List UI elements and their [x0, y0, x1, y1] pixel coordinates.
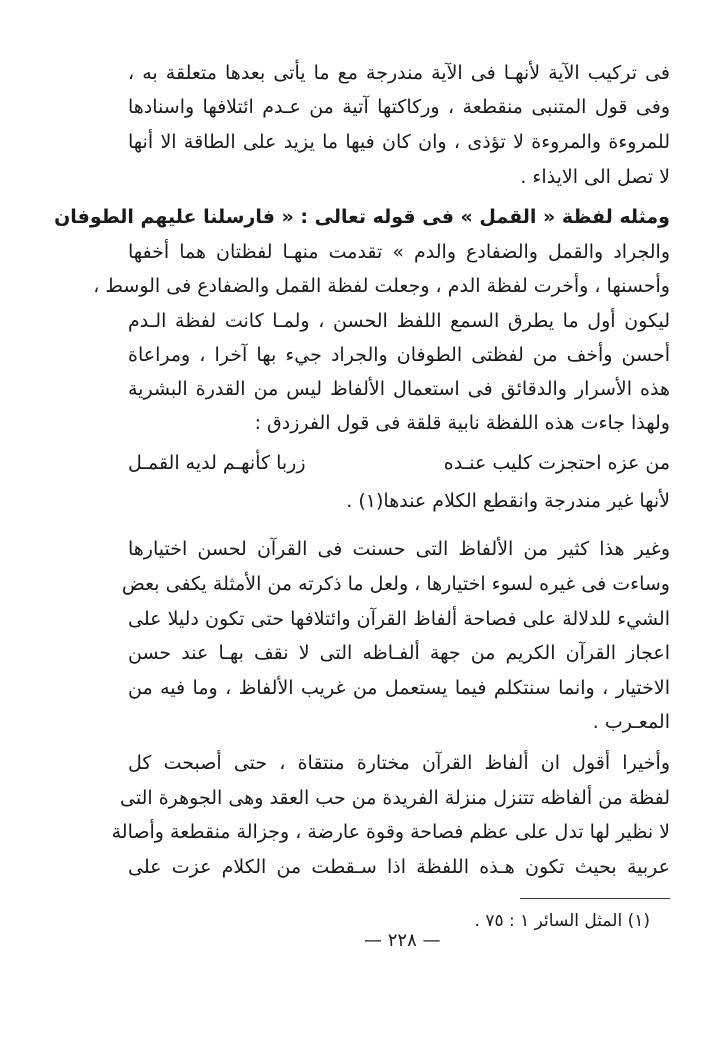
text-line: وأحسنها ، وأخرت لفظة الدم ، وجعلت لفظة القمل والضفادع فى الوسط ،: [93, 275, 670, 297]
text-line: وفى قول المتنبى منقطعة ، وركاكتها آتية من عـدم ائتلافها واسنادها: [128, 96, 670, 118]
text-line: فى تركيب الآية لأنهـا فى الآية مندرجة مع ما يأتى بعدها متعلقة به ،: [128, 62, 670, 84]
text-line: أحسن وأخف من لفظتى الطوفان والجراد جيء بها آخرا ، ومراعاة: [128, 344, 670, 366]
footnote: (١) المثل السائر ١ : ٧٥ .: [474, 911, 650, 931]
text-line: عربية بحيث تكون هـذه اللفظة اذا سـقطت من الكلام عزت على: [128, 856, 670, 878]
text-line: لا نظير لها تدل على عظم فصاحة وقوة عارضة ، وجزالة منقطعة وأصالة: [111, 821, 670, 843]
text-line: الاختيار ، وانما سنتكلم فيما يستعمل من غريب الألفاظ ، وما فيه من: [128, 677, 670, 699]
text-line: الشيء للدلالة على فصاحة ألفاظ القرآن وائتلافها حتى تكون دليلا على: [128, 608, 670, 630]
text-line: وساءت فى غيره لسوء اختيارها ، ولعل ما ذكرته من الأمثلة يكفى بعض: [121, 573, 670, 595]
verse-hemistich-first: من عزه احتجزت كليب عنـده: [443, 452, 670, 474]
text-line: لفظة من ألفاظه تتنزل منزلة الفريدة من حب العقد وهى الجوهرة التى: [120, 787, 670, 809]
text-line: ولهذا جاءت هذه اللفظة نابية قلقة فى قول الفرزدق :: [254, 412, 670, 434]
text-line: وغير هذا كثير من الألفاظ التى حسنت فى القرآن لحسن اختيارها: [128, 538, 670, 560]
verse-hemistich-second: زربا كأنهـم لديه القمـل: [128, 452, 306, 474]
text-line: ليكون أول ما يطرق السمع اللفظ الحسن ، ولمـا كانت لفظة الـدم: [128, 310, 670, 332]
text-line: والجراد والقمل والضفادع والدم » تقدمت منهـا لفظتان هما أخفها: [128, 241, 670, 263]
text-line: وأخيرا أقول ان ألفاظ القرآن مختارة منتقاة ، حتى أصبحت كل: [128, 752, 670, 774]
text-line: لا تصل الى الايذاء .: [520, 166, 670, 188]
text-line: للمروءة والمروءة لا تؤذى ، وان كان فيها ما يزيد على الطاقة الا أنها: [128, 131, 670, 153]
poetry-verse: [128, 446, 670, 480]
page-number: — ٢٢٨ —: [364, 930, 441, 951]
text-line: ومثله لفظة « القمل » فى قوله تعالى : « فارسلنا عليهم الطوفان: [54, 206, 670, 228]
text-line: اعجاز القرآن الكريم من جهة ألفـاظه التى لا نقف بهـا عند حسن: [128, 642, 670, 664]
text-line: هذه الأسرار والدقائق فى استعمال الألفاظ ليس من القدرة البشرية: [128, 378, 670, 400]
footnote-divider: [520, 898, 670, 899]
text-line: المعـرب .: [592, 711, 670, 733]
text-line: لأنها غير مندرجة وانقطع الكلام عندها(١) .: [346, 490, 670, 512]
